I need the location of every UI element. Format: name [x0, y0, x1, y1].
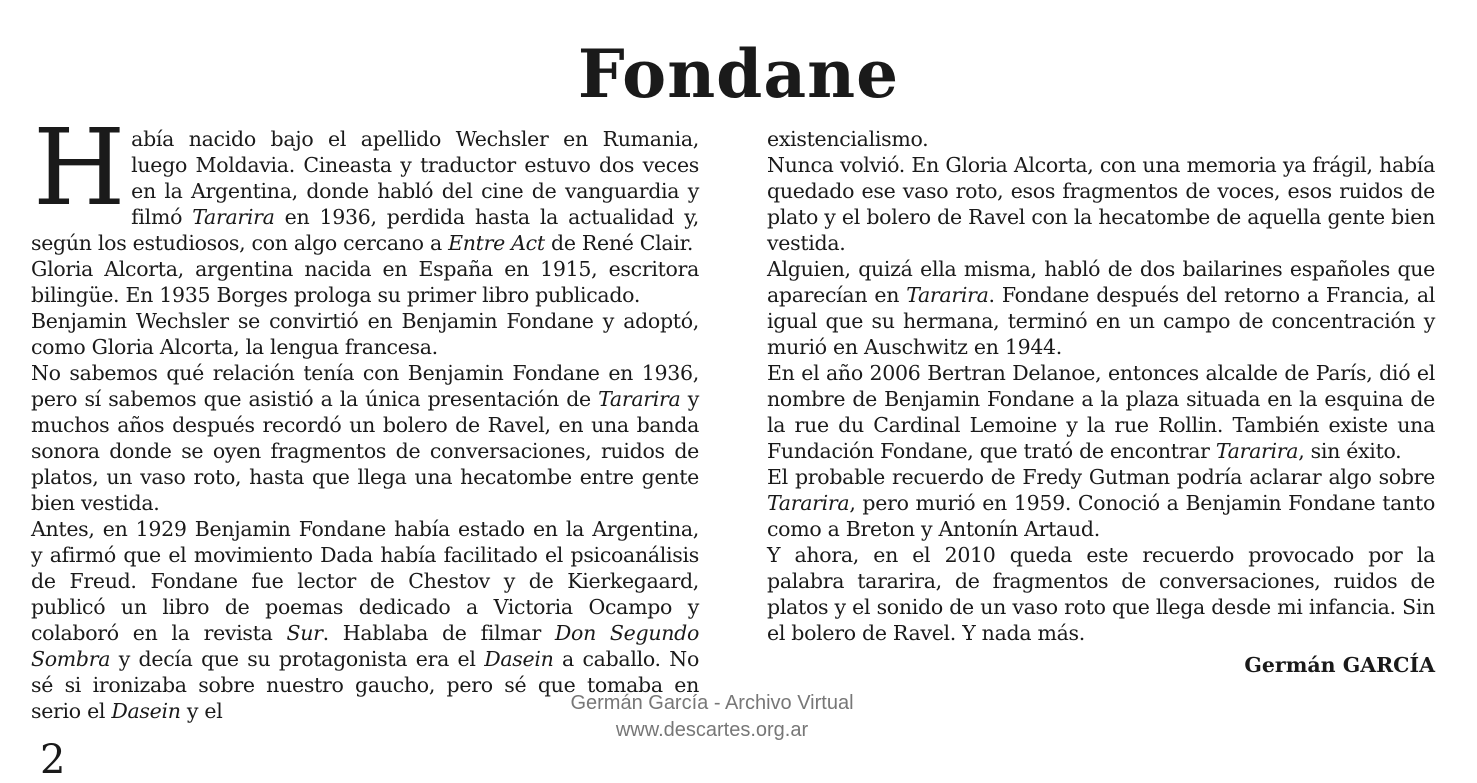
paragraph [31, 106, 699, 256]
text-run: . Fondane después del retorno a Francia, al igual que su hermana, terminó en un campo de concentración y murió en Auschwitz en 1944. [767, 283, 1435, 359]
page-number: 2 [40, 737, 66, 783]
text-run: abía nacido bajo el apellido Wechsler en Rumania, luego Moldavia. Cineasta y traductor estuvo dos veces en la Argentina, donde habló del cine de vanguardia y filmó [131, 127, 699, 229]
text-run: , pero murió en 1959. Conoció a Benjamin Fondane tanto como a Breton y Antonín Artaud. [767, 491, 1435, 541]
author-signature: Germán GARCÍA [1244, 653, 1435, 677]
paragraph [767, 464, 1435, 542]
paragraph: Y ahora, en el 2010 queda este recuerdo provocado por la palabra tararira, de fragmentos de conversaciones, ruidos de platos y el sonido de un vaso roto que llega desde mi infancia. Sin el bolero de Ravel. Y nada más. [767, 543, 1435, 645]
italic-title: Tararira [598, 387, 681, 411]
text-run: en 1936, perdida hasta la actualidad y, según los estudiosos, con algo cercano a [31, 205, 699, 255]
text-run: , sin éxito. [1298, 439, 1402, 463]
italic-title: Don Segundo Sombra [31, 621, 700, 671]
italic-title: Tararira [906, 283, 989, 307]
italic-title: Sur [286, 621, 323, 645]
paragraph: Benjamin Wechsler se convirtió en Benjamin Fondane y adoptó, como Gloria Alcorta, la lengua francesa. [31, 309, 699, 359]
text-run: de René Clair. [544, 231, 694, 255]
italic-term: Dasein [484, 647, 554, 671]
text-run: El probable recuerdo de Fredy Gutman podría aclarar algo sobre [767, 465, 1435, 489]
text-run: y decía que su protagonista era el [110, 647, 485, 671]
footer-website-link[interactable]: www.descartes.org.ar [615, 719, 809, 741]
text-run: y el [180, 699, 223, 723]
text-run: . Hablaba de filmar [322, 621, 555, 645]
article-title: Fondane [577, 35, 900, 113]
italic-term: Dasein [111, 699, 181, 723]
text-run: No sabemos qué relación tenía con Benjamin Fondane en 1936, pero sí sabemos que asistió a la única presentación de [31, 361, 699, 411]
footer-archive-label: Germán García - Archivo Virtual [570, 692, 854, 714]
text-run: y muchos años después recordó un bolero de Ravel, en una banda sonora donde se oyen fragmentos de conversaciones, ruidos de platos, un vaso roto, hasta que llega una hecatombe entre gente bien vestida. [31, 387, 699, 515]
right-column [767, 126, 1435, 678]
italic-title: Entre Act [448, 231, 545, 255]
paragraph [767, 256, 1435, 360]
paragraph: Gloria Alcorta, argentina nacida en España en 1915, escritora bilingüe. En 1935 Borges prologa su primer libro publicado. [31, 257, 699, 307]
paragraph: existencialismo. [767, 127, 929, 151]
italic-title: Tararira [192, 205, 275, 229]
italic-title: Tararira [767, 491, 850, 515]
text-run: Alguien, quizá ella misma, habló de dos bailarines españoles que aparecían en [767, 257, 1435, 307]
text-run: En el año 2006 Bertran Delanoe, entonces alcalde de París, dió el nombre de Benjamin Fondane a la plaza situada en la esquina de la rue du Cardinal Lemoine y la rue Rollin. También existe una Fundación Fondane, que trató de encontrar [767, 361, 1435, 463]
paragraph: Nunca volvió. En Gloria Alcorta, con una memoria ya frágil, había quedado ese vaso roto, esos fragmentos de voces, esos ruidos de plato y el bolero de Ravel con la hecatombe de aquella gente bien vestida. [767, 153, 1435, 255]
text-run: Antes, en 1929 Benjamin Fondane había estado en la Argentina, y afirmó que el movimiento Dada había facilitado el psicoanálisis de Freud. Fondane fue lector de Chestov y de Kierkegaard, publicó un libro de poemas dedicado a Victoria Ocampo y colaboró en la revista [31, 517, 699, 645]
text-run: a caballo. No sé si ironizaba sobre nuestro gaucho, pero sé que tomaba en serio el [31, 647, 699, 723]
paragraph [767, 360, 1435, 464]
paragraph [31, 360, 699, 516]
italic-title: Tararira [1215, 439, 1299, 463]
drop-cap: H [33, 106, 126, 229]
left-column [31, 106, 700, 724]
